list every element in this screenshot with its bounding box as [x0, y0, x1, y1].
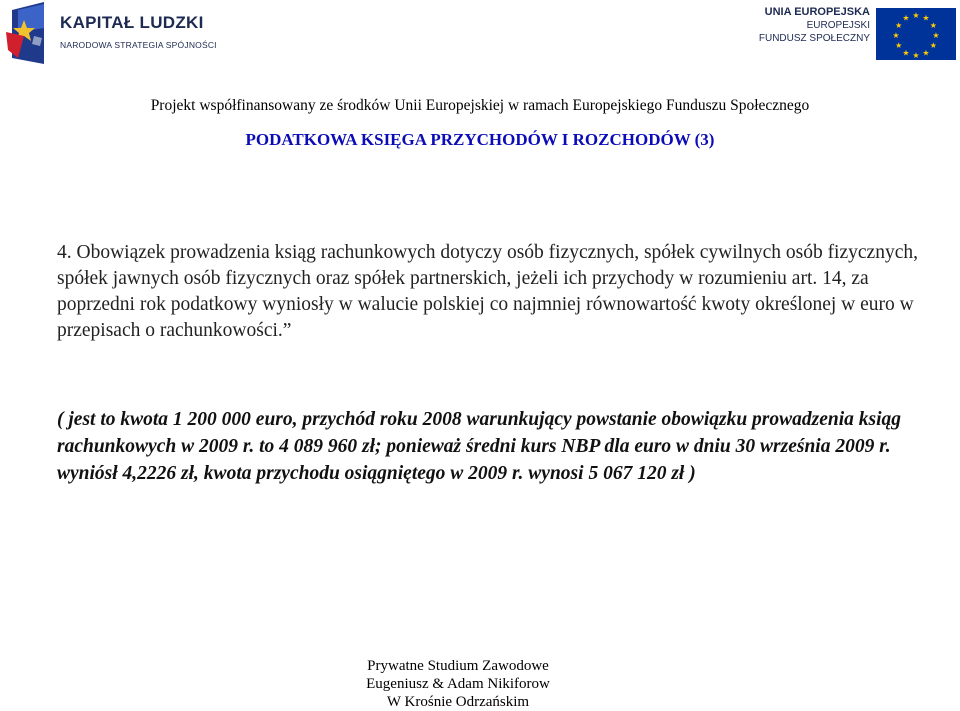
svg-text:★: ★	[895, 41, 903, 50]
svg-text:★: ★	[929, 41, 937, 50]
kapital-ludzki-title: KAPITAŁ LUDZKI	[60, 13, 204, 32]
svg-text:★: ★	[892, 31, 900, 40]
footer-line2: Eugeniusz & Adam Nikiforow	[366, 676, 550, 692]
footer-line1: Prywatne Studium Zawodowe	[367, 658, 549, 674]
svg-text:★: ★	[895, 21, 903, 30]
eu-logo-line1: UNIA EUROPEJSKA	[764, 6, 870, 18]
paragraph-example: ( jest to kwota 1 200 000 euro, przychód roku 2008 warunkujący powstanie obowiązku prowadzenia ksiąg rachunkowych w 2009 r. to 4 089 960 zł; ponieważ średni kurs NBP dla euro w dniu 30 września 2009 r. wyniósł 4,2226 zł, kwota przychodu osiągniętego w 2009 r. wynosi 5 067 120 zł )	[57, 409, 902, 484]
eu-flag-icon	[876, 8, 956, 60]
svg-text:★: ★	[922, 13, 930, 23]
svg-text:★: ★	[912, 11, 920, 20]
cofinance-notice: Projekt współfinansowany ze środków Unii Europejskiej w ramach Europejskiego Funduszu Społecznego	[150, 97, 810, 114]
footer-line3: W Krośnie Odrzańskim	[386, 694, 530, 710]
page-title: PODATKOWA KSIĘGA PRZYCHODÓW I ROZCHODÓW (3)	[245, 130, 715, 149]
eu-logo-line2: EUROPEJSKI	[806, 20, 870, 31]
svg-text:★: ★	[912, 51, 920, 60]
kapital-ludzki-subtitle: NARODOWA STRATEGIA SPÓJNOŚCI	[60, 40, 217, 50]
svg-text:★: ★	[922, 48, 930, 58]
svg-text:★: ★	[902, 13, 910, 23]
eu-logo-text	[759, 6, 870, 45]
svg-text:★: ★	[932, 31, 940, 40]
footer	[0, 657, 916, 711]
eu-logo	[758, 6, 958, 62]
kapital-ludzki-logo	[4, 2, 217, 68]
eu-logo-line3: FUNDUSZ SPOŁECZNY	[758, 33, 870, 44]
paragraph-obligation: 4. Obowiązek prowadzenia ksiąg rachunkowych dotyczy osób fizycznych, spółek cywilnych osób fizycznych, spółek jawnych osób fizycznych oraz spółek partnerskich, jeżeli ich przychody w rozumieniu art. 14, za poprzedni rok podatkowy wyniosły w walucie polskiej co najmniej równowartość kwoty określonej w euro w przepisach o rachunkowości.”	[57, 242, 918, 341]
kapital-ludzki-star-icon	[4, 2, 56, 66]
svg-text:★: ★	[902, 48, 910, 58]
svg-text:★: ★	[929, 21, 937, 30]
